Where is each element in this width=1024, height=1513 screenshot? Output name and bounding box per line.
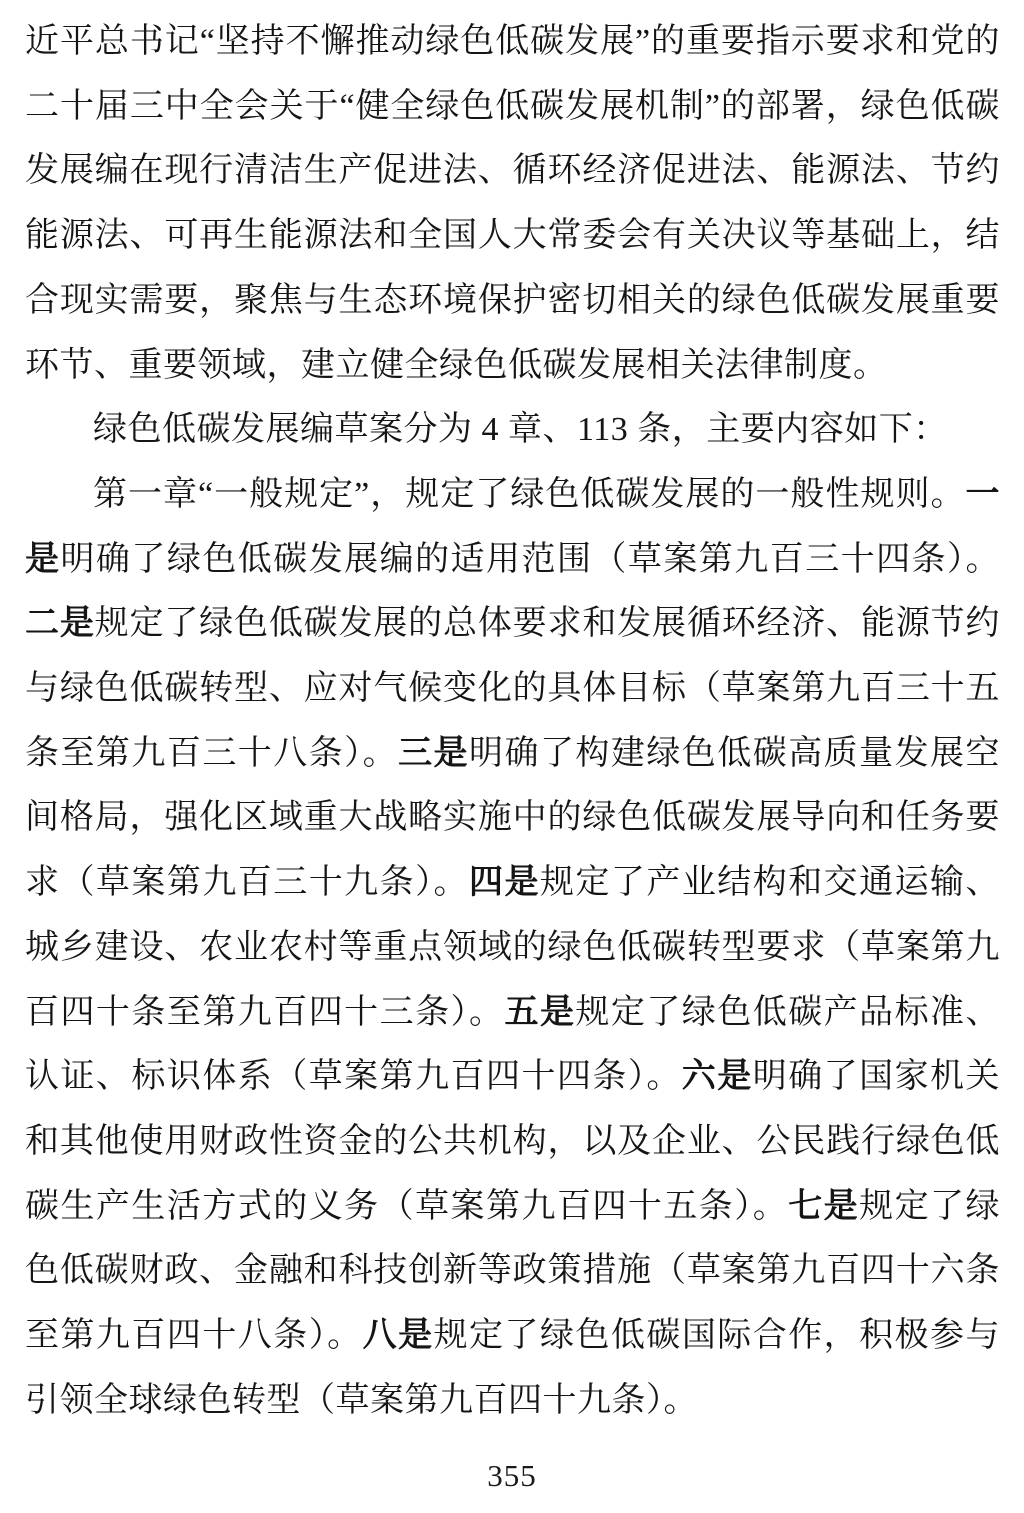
- paragraph-chapter-one-details: [25, 463, 1000, 1434]
- document-body: [25, 10, 1000, 1433]
- run-in-heading-2: 二是: [25, 605, 95, 643]
- run-in-heading-1: 一是: [25, 475, 1000, 578]
- text-segment: 规定了产业结构和交通运输、城乡建设、农业农村等重点领域的绿色低碳转型要求（草案第九百四十条至第九百四十三条）。: [25, 864, 1001, 1031]
- text-segment: 明确了国家机关和其他使用财政性资金的公共机构，以及企业、公民践行绿色低碳生产生活方式的义务（草案第九百四十五条）。: [25, 1058, 1001, 1225]
- text-segment: 明确了绿色低碳发展编的适用范围（草案第九百三十四条）。: [60, 540, 1001, 578]
- text-segment: 规定了绿色低碳国际合作，积极参与引领全球绿色转型（草案第九百四十九条）。: [25, 1317, 1001, 1419]
- run-in-heading-7: 七是: [788, 1187, 860, 1225]
- text-segment: 第一章“一般规定”，规定了绿色低碳发展的一般性规则。: [93, 475, 966, 513]
- text-segment: 近平总书记“坚持不懈推动绿色低碳发展”的重要指示要求和党的二十届三中全会关于“健全绿色低碳发展机制”的部署，绿色低碳发展编在现行清洁生产促进法、循环经济促进法、能源法、节约能源法、可再生能源法和全国人大常委会有关决议等基础上，结合现实需要，聚焦与生态环境保护密切相关的绿色低碳发展重要环节、重要领域，建立健全绿色低碳发展相关法律制度。: [25, 23, 1000, 384]
- text-segment: 规定了绿色低碳发展的总体要求和发展循环经济、能源节约与绿色低碳转型、应对气候变化的具体目标（草案第九百三十五条至第九百三十八条）。: [25, 605, 1001, 772]
- run-in-heading-8: 八是: [362, 1317, 434, 1355]
- paragraph-chapter-overview: [25, 398, 1000, 463]
- text-segment: 规定了绿色低碳财政、金融和科技创新等政策措施（草案第九百四十六条至第九百四十八条）。: [25, 1187, 1001, 1355]
- run-in-heading-3: 三是: [398, 734, 470, 772]
- paragraph-continuation: [25, 10, 1000, 398]
- text-segment: 绿色低碳发展编草案分为 4 章、113 条，主要内容如下：: [93, 411, 948, 449]
- text-segment: 规定了绿色低碳产品标准、认证、标识体系（草案第九百四十四条）。: [25, 993, 1001, 1096]
- run-in-heading-5: 五是: [504, 993, 576, 1031]
- run-in-heading-4: 四是: [469, 864, 540, 902]
- text-segment: 明确了构建绿色低碳高质量发展空间格局，强化区域重大战略实施中的绿色低碳发展导向和任务要求（草案第九百三十九条）。: [25, 734, 1001, 902]
- run-in-heading-6: 六是: [681, 1058, 753, 1096]
- page-number: 355: [487, 1458, 537, 1493]
